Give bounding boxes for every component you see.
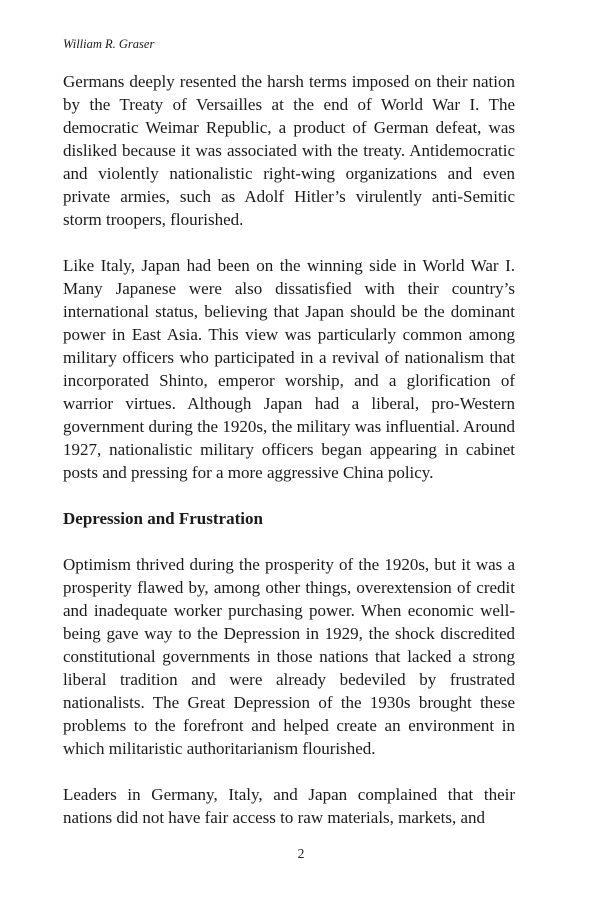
- paragraph-germany: Germans deeply resented the harsh terms imposed on their nation by the Treaty of Versailles at the end of World War I. The democratic Weimar Republic, a product of German defeat, was disliked because it was associated with the treaty. Antidemocratic and violently nationalistic right-wing organizations and even private armies, such as Adolf Hitler’s virulently anti-Semitic storm troopers, flourished.: [63, 72, 515, 229]
- running-head-author: William R. Graser: [63, 37, 155, 51]
- page-number: 2: [297, 846, 305, 861]
- paragraph-japan: Like Italy, Japan had been on the winning side in World War I. Many Japanese were also dissatisfied with their country’s international status, believing that Japan should be the dominant power in East Asia. This view was particularly common among military officers who participated in a revival of nationalism that incorporated Shinto, emperor worship, and a glorification of warrior virtues. Although Japan had a liberal, pro-Western government during the 1920s, the military was influential. Around 1927, nationalistic military officers began appearing in cabinet posts and pressing for a more aggressive China policy.: [63, 256, 515, 482]
- section-heading: Depression and Frustration: [63, 509, 263, 528]
- page-body: [63, 36, 515, 852]
- paragraph-leaders: Leaders in Germany, Italy, and Japan complained that their nations did not have fair access to raw materials, markets, and: [63, 785, 515, 827]
- paragraph-optimism: Optimism thrived during the prosperity of the 1920s, but it was a prosperity flawed by, among other things, overextension of credit and inadequate worker purchasing power. When economic well-being gave way to the Depression in 1929, the shock discredited constitutional governments in those nations that lacked a strong liberal tradition and were already bedeviled by frustrated nationalists. The Great Depression of the 1930s brought these problems to the forefront and helped create an environment in which militaristic authoritarianism flourished.: [63, 555, 515, 758]
